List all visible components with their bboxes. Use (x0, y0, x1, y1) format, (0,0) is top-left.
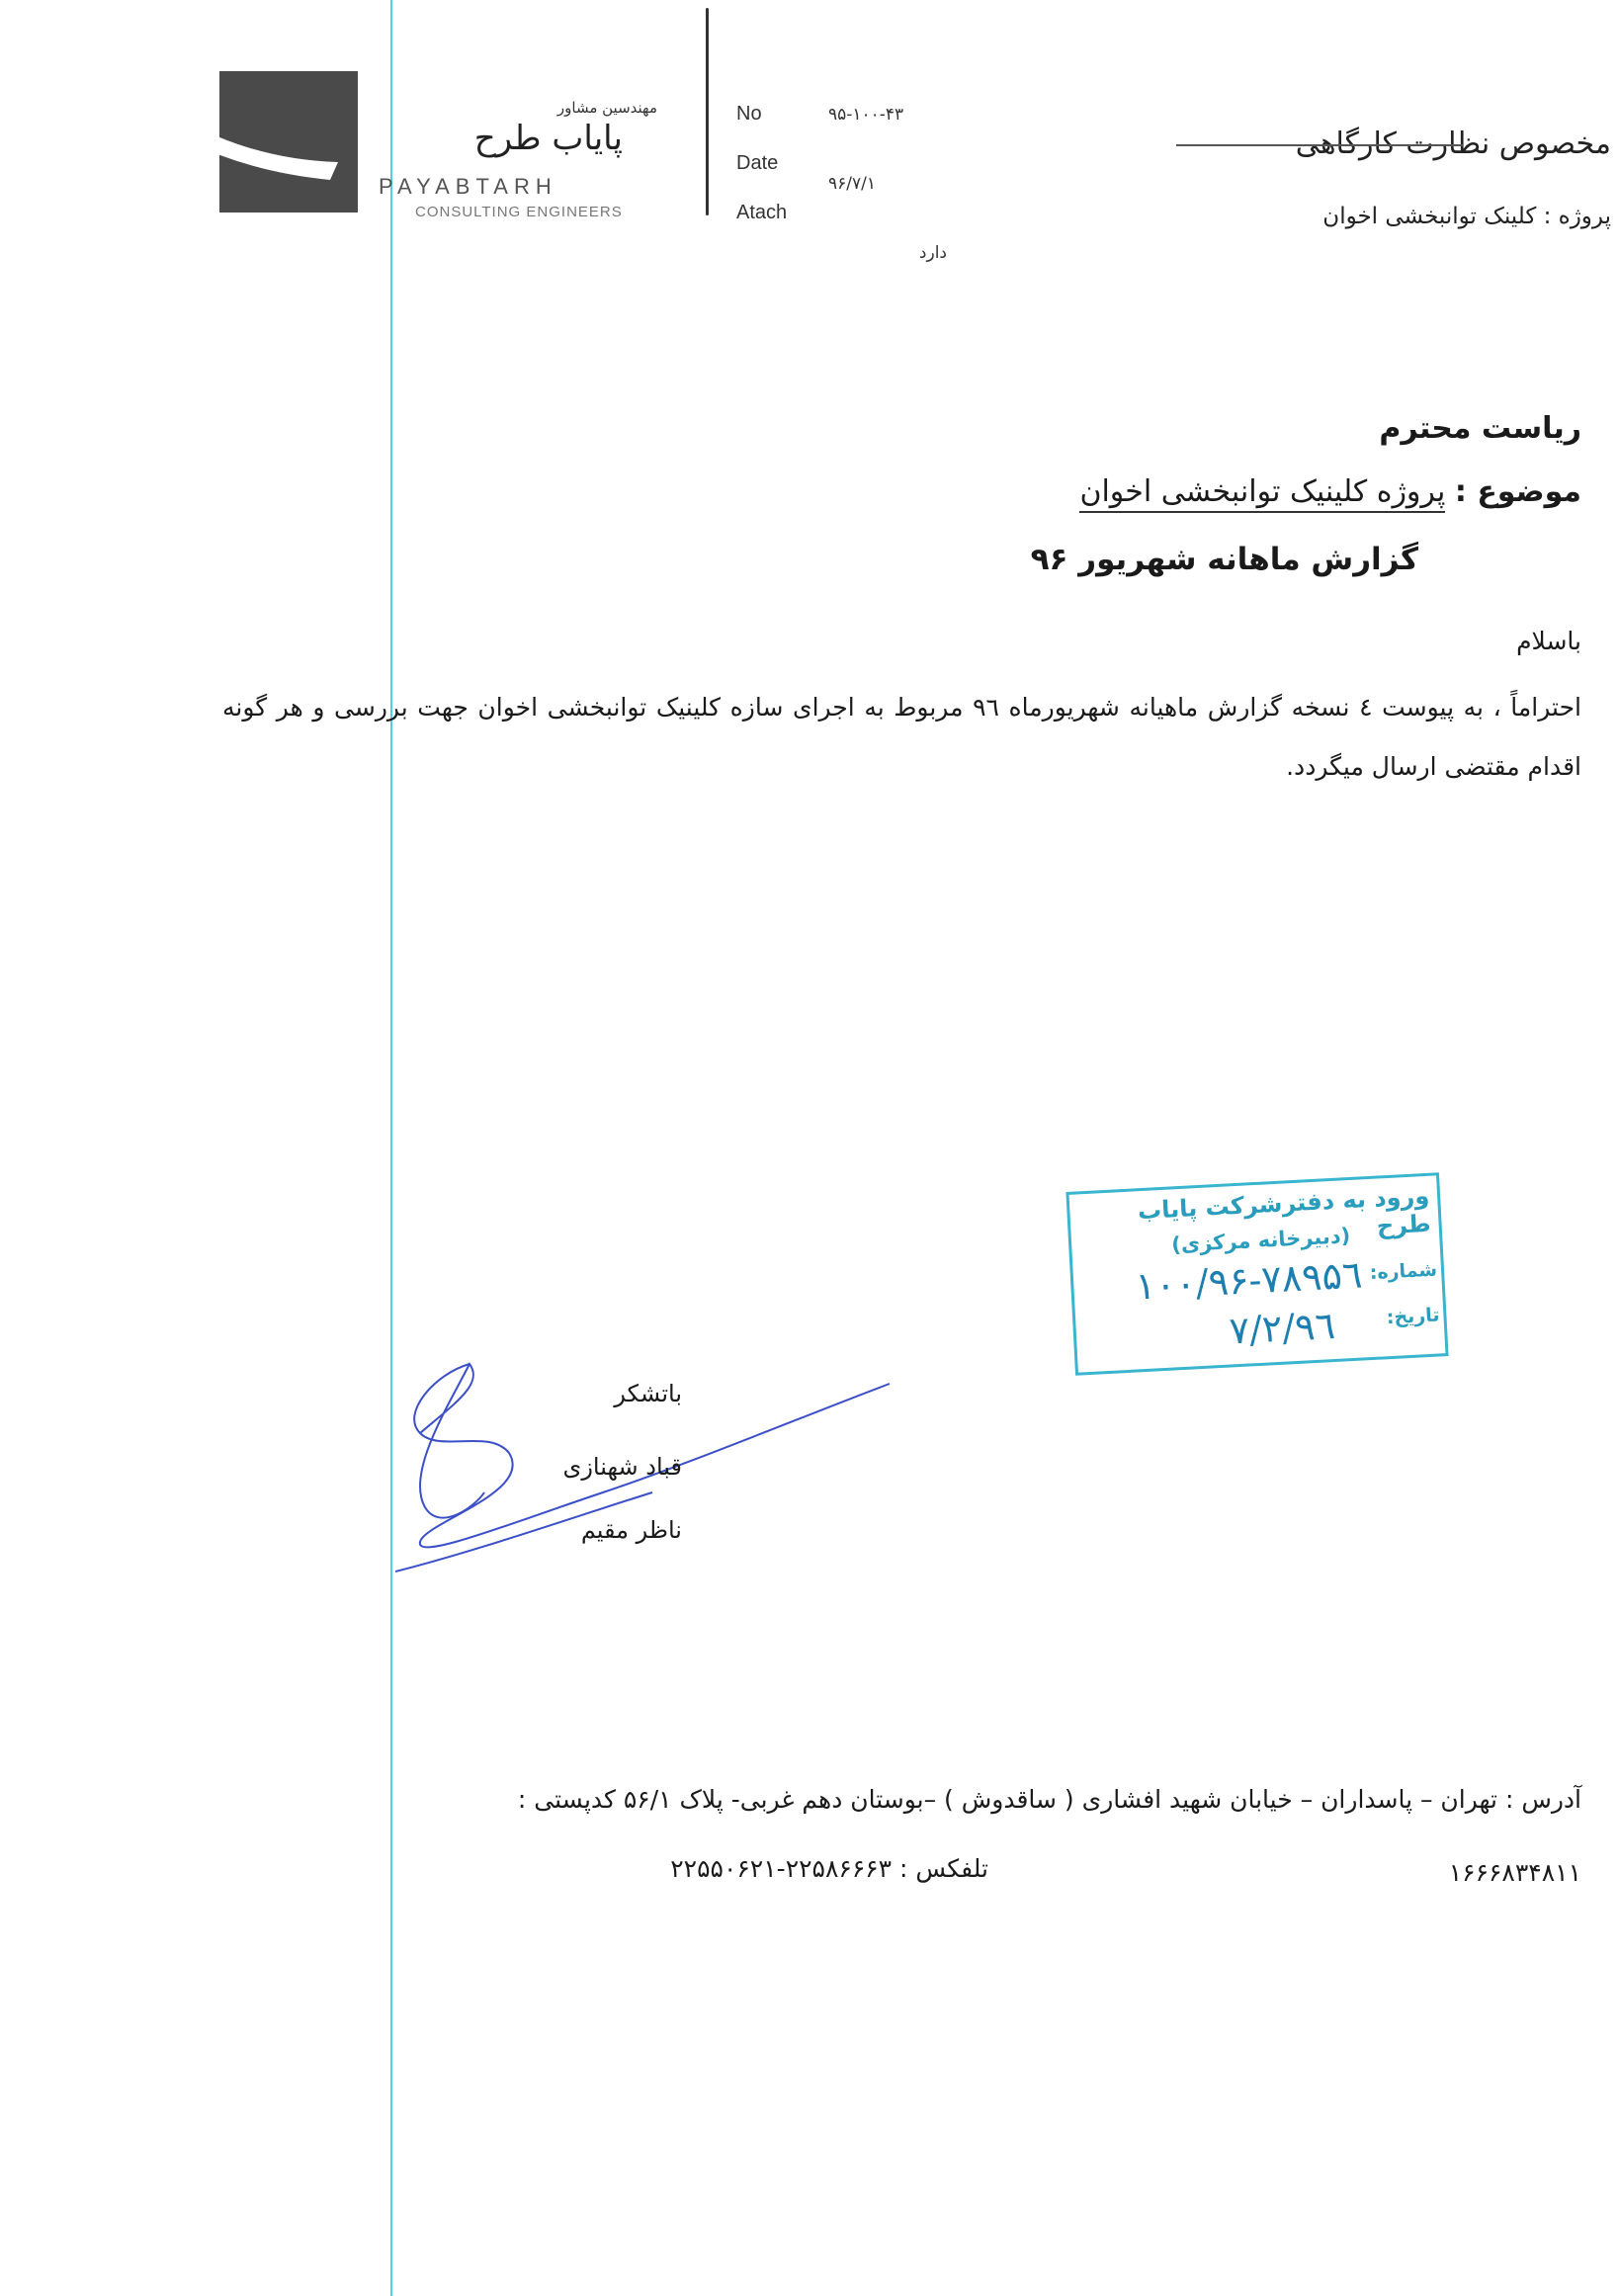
signature-role: ناظر مقیم (580, 1516, 682, 1544)
greeting: باسلام (1516, 627, 1581, 655)
stamp-date-label: تاریخ: (1386, 1304, 1440, 1329)
stamp-number-label: شماره: (1369, 1258, 1438, 1285)
stamp-date-value: ۹٦/۷/۲ (1228, 1303, 1336, 1353)
salutation: ریاست محترم (1379, 411, 1581, 446)
company-subtitle-en: CONSULTING ENGINEERS (415, 204, 623, 220)
company-name-en: PAYABTARH (379, 174, 557, 199)
company-logo (219, 71, 358, 213)
logo-mark-icon (219, 71, 358, 213)
footer-address: آدرس : تهران – پاسداران – خیابان شهید افشاری ( ساقدوش ) –بوستان دهم غربی- پلاک ۵۶/۱ کدپستی : (517, 1785, 1581, 1814)
header-title: مخصوص نظارت کارگاهی (1295, 127, 1611, 161)
subject-label: موضوع : (1454, 474, 1581, 509)
subject-value: پروژه کلینیک توانبخشی اخوان (1079, 474, 1445, 513)
signature-name: قباد شهنازی (562, 1453, 682, 1481)
header-divider (706, 8, 709, 215)
received-stamp (1065, 1172, 1448, 1376)
date-label: Date (736, 152, 779, 174)
stamp-line2: (دبیرخانه مرکزی) (1170, 1224, 1351, 1257)
report-title: گزارش ماهانه شهریور ۹۶ (1030, 542, 1418, 577)
stamp-number-value: ۱۰۰/۹۶-۷۸۹۵٦ (1134, 1252, 1364, 1309)
stamp-line1: ورود به دفترشرکت پایاب طرح (1137, 1181, 1432, 1240)
company-name-fa: پایاب طرح (473, 119, 623, 158)
signature-thanks: باتشکر (614, 1380, 682, 1407)
attach-value: دارد (918, 243, 947, 263)
footer-fax: تلفکس : ۲۲۵۸۶۶۶۳-۲۲۵۵۰۶۲۱ (670, 1854, 988, 1883)
footer-postal-code: ۱۶۶۶۸۳۴۸۱۱ (1448, 1858, 1581, 1887)
no-value: ۹۵-۱۰۰-۴۳ (828, 105, 904, 125)
subject-line (890, 474, 1581, 509)
header-project: پروژه : کلینک توانبخشی اخوان (1322, 204, 1611, 229)
attach-label: Atach (736, 202, 788, 223)
header-title-underline (1176, 144, 1463, 146)
date-value: ۹۶/۷/۱ (828, 174, 876, 194)
scan-fold-line (390, 0, 392, 2296)
no-label: No (736, 103, 762, 125)
letter-body: احتراماً ، به پیوست ٤ نسخه گزارش ماهیانه شهریورماه ۹٦ مربوط به اجرای سازه کلینیک توانبخشی اخوان جهت بررسی و هر گونه اقدام مقتضی ارسال میگردد. (222, 693, 1581, 781)
company-title-small: مهندسین مشاور (556, 99, 657, 117)
